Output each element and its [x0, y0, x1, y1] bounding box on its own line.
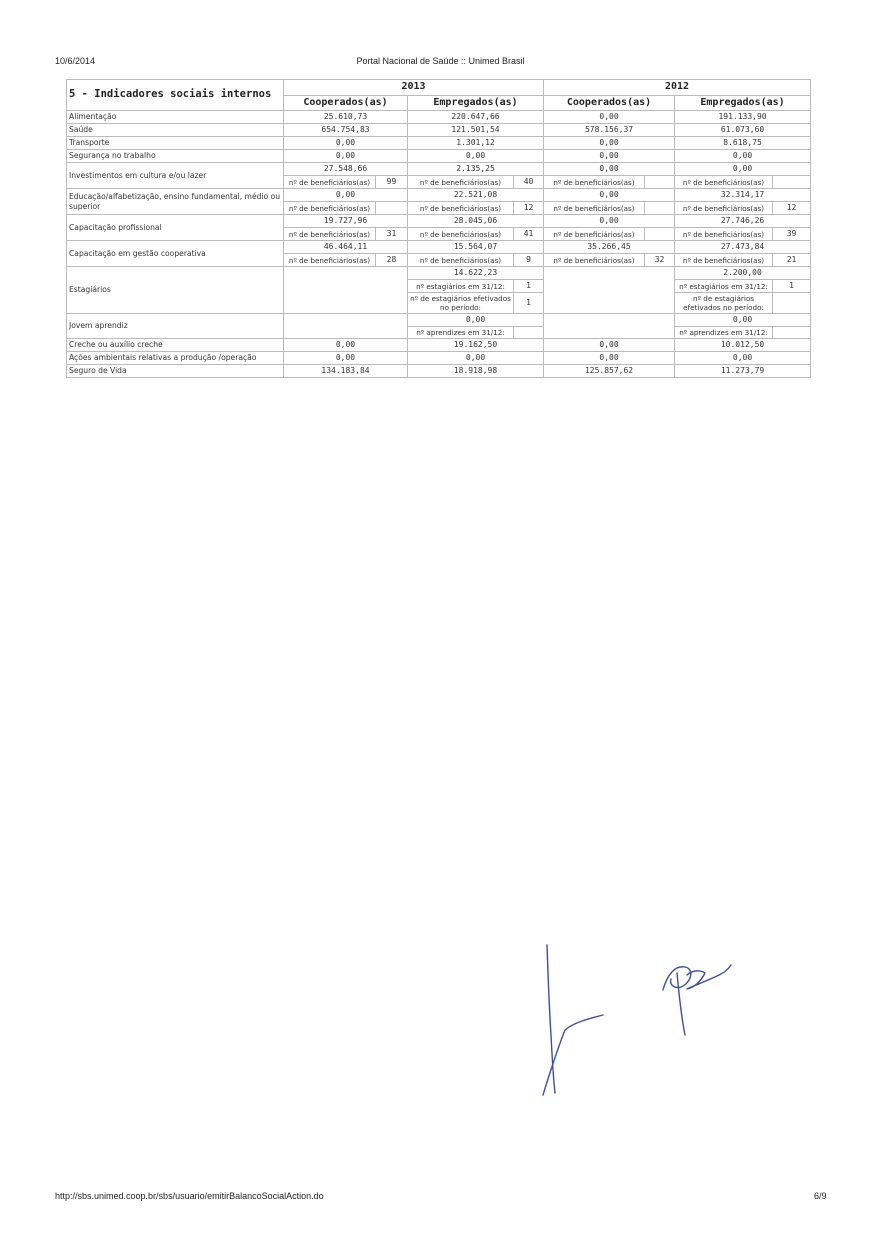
beneficiarios-label: nº de beneficiários(as)	[284, 176, 376, 189]
beneficiarios-count-emp-2012	[773, 176, 811, 189]
beneficiarios-label: nº de beneficiários(as)	[675, 228, 773, 241]
row-label: Capacitação profissional	[67, 215, 284, 241]
value-emp-2013: 1.301,12	[408, 137, 544, 150]
beneficiarios-label: nº de beneficiários(as)	[675, 176, 773, 189]
row-label: Capacitação em gestão cooperativa	[67, 241, 284, 267]
row-seguranca	[67, 150, 811, 163]
value-emp-2013: 28.045,06	[408, 215, 544, 228]
row-jovem-aprendiz	[67, 314, 811, 327]
row-label: Estagiários	[67, 267, 284, 314]
row-creche	[67, 339, 811, 352]
value-emp-2013: 15.564,07	[408, 241, 544, 254]
beneficiarios-label: nº de beneficiários(as)	[284, 228, 376, 241]
beneficiarios-label: nº de beneficiários(as)	[544, 176, 645, 189]
row-label: Seguro de Vida	[67, 365, 284, 378]
value-emp-2012: 8.618,75	[675, 137, 811, 150]
aprendizes-count-2013	[514, 327, 544, 339]
beneficiarios-count-coop-2012	[645, 228, 675, 241]
value-coop-2012: 0,00	[544, 352, 675, 365]
estagiarios-em-label: nº estagiários em 31/12:	[675, 280, 773, 293]
col-empregados-2013: Empregados(as)	[408, 95, 544, 111]
empty-cell	[544, 267, 675, 314]
beneficiarios-label: nº de beneficiários(as)	[544, 254, 645, 267]
value-coop-2012: 35.266,45	[544, 241, 675, 254]
signature-stroke-3	[663, 965, 731, 1035]
value-coop-2012: 578.156,37	[544, 124, 675, 137]
row-label: Creche ou auxílio creche	[67, 339, 284, 352]
value-coop-2013: 0,00	[284, 189, 408, 202]
value-emp-2012: 61.073,60	[675, 124, 811, 137]
row-educacao	[67, 189, 811, 202]
value-emp-2012: 0,00	[675, 352, 811, 365]
empty-cell	[284, 314, 408, 339]
row-label: Transporte	[67, 137, 284, 150]
value-coop-2013: 654.754,83	[284, 124, 408, 137]
value-coop-2013: 0,00	[284, 352, 408, 365]
value-emp-2013: 0,00	[408, 314, 544, 327]
value-coop-2013: 0,00	[284, 339, 408, 352]
value-emp-2012: 27.746,26	[675, 215, 811, 228]
year-2013-header: 2013	[284, 80, 544, 96]
estagiarios-em-label: nº estagiários em 31/12:	[408, 280, 514, 293]
beneficiarios-count-coop-2012: 32	[645, 254, 675, 267]
row-gestao-cooperativa	[67, 241, 811, 254]
beneficiarios-label: nº de beneficiários(as)	[408, 254, 514, 267]
value-emp-2012: 191.133,90	[675, 111, 811, 124]
estagiarios-efetivados-count-2013: 1	[514, 293, 544, 314]
beneficiarios-count-emp-2013: 41	[514, 228, 544, 241]
aprendizes-count-2012	[773, 327, 811, 339]
beneficiarios-count-emp-2013: 40	[514, 176, 544, 189]
value-emp-2013: 18.918,98	[408, 365, 544, 378]
beneficiarios-count-coop-2012	[645, 176, 675, 189]
value-emp-2013: 0,00	[408, 150, 544, 163]
estagiarios-em-count-2013: 1	[514, 280, 544, 293]
value-emp-2013: 220.647,66	[408, 111, 544, 124]
empty-cell	[544, 314, 675, 339]
beneficiarios-count-emp-2012: 21	[773, 254, 811, 267]
value-coop-2013: 25.610,73	[284, 111, 408, 124]
page-number: 6/9	[814, 1191, 827, 1201]
row-alimentacao	[67, 111, 811, 124]
row-label: Educação/alfabetização, ensino fundamental, médio ou superior	[67, 189, 284, 215]
year-2012-header: 2012	[544, 80, 811, 96]
handwritten-signatures	[535, 935, 755, 1105]
col-empregados-2012: Empregados(as)	[675, 95, 811, 111]
print-date: 10/6/2014	[55, 56, 96, 66]
value-emp-2012: 32.314,17	[675, 189, 811, 202]
footer-url: http://sbs.unimed.coop.br/sbs/usuario/emitirBalancoSocialAction.do	[55, 1191, 324, 1201]
value-emp-2013: 19.162,50	[408, 339, 544, 352]
beneficiarios-count-coop-2012	[645, 202, 675, 215]
beneficiarios-count-coop-2013	[376, 202, 408, 215]
value-emp-2012: 10.012,50	[675, 339, 811, 352]
value-emp-2012: 0,00	[675, 314, 811, 327]
value-coop-2012: 0,00	[544, 339, 675, 352]
beneficiarios-count-emp-2013: 12	[514, 202, 544, 215]
estagiarios-efetivados-label: nº de estagiários efetivados no período:	[408, 293, 514, 314]
row-transporte	[67, 137, 811, 150]
row-label: Segurança no trabalho	[67, 150, 284, 163]
beneficiarios-count-emp-2013: 9	[514, 254, 544, 267]
estagiarios-efetivados-label: nº de estagiários efetivados no período:	[675, 293, 773, 314]
value-emp-2012: 0,00	[675, 163, 811, 176]
beneficiarios-label: nº de beneficiários(as)	[408, 176, 514, 189]
row-label: Jovem aprendiz	[67, 314, 284, 339]
aprendizes-label: nº aprendizes em 31/12:	[675, 327, 773, 339]
beneficiarios-count-emp-2012: 39	[773, 228, 811, 241]
row-label: Alimentação	[67, 111, 284, 124]
value-coop-2012: 0,00	[544, 137, 675, 150]
row-cultura	[67, 163, 811, 176]
beneficiarios-count-coop-2013: 28	[376, 254, 408, 267]
value-coop-2012: 0,00	[544, 189, 675, 202]
value-emp-2013: 14.622,23	[408, 267, 544, 280]
beneficiarios-count-emp-2012: 12	[773, 202, 811, 215]
beneficiarios-label: nº de beneficiários(as)	[675, 202, 773, 215]
social-indicators-table	[66, 79, 811, 378]
value-coop-2013: 134.183,84	[284, 365, 408, 378]
page-header-title: Portal Nacional de Saúde :: Unimed Brasil	[356, 56, 525, 66]
value-coop-2013: 46.464,11	[284, 241, 408, 254]
row-label: Ações ambientais relativas a produção /operação	[67, 352, 284, 365]
value-coop-2013: 27.548,66	[284, 163, 408, 176]
value-coop-2013: 0,00	[284, 150, 408, 163]
value-coop-2012: 0,00	[544, 150, 675, 163]
value-coop-2012: 0,00	[544, 111, 675, 124]
value-emp-2013: 22.521,08	[408, 189, 544, 202]
beneficiarios-label: nº de beneficiários(as)	[408, 202, 514, 215]
value-emp-2013: 0,00	[408, 352, 544, 365]
beneficiarios-label: nº de beneficiários(as)	[284, 202, 376, 215]
row-estagiarios	[67, 267, 811, 280]
col-cooperados-2012: Cooperados(as)	[544, 95, 675, 111]
table-title: 5 - Indicadores sociais internos	[67, 80, 284, 111]
row-capacitacao	[67, 215, 811, 228]
row-seguro-vida	[67, 365, 811, 378]
value-emp-2013: 121.501,54	[408, 124, 544, 137]
value-emp-2012: 0,00	[675, 150, 811, 163]
beneficiarios-count-coop-2013: 31	[376, 228, 408, 241]
empty-cell	[284, 267, 408, 314]
value-emp-2013: 2.135,25	[408, 163, 544, 176]
value-emp-2012: 2.200,00	[675, 267, 811, 280]
value-coop-2012: 0,00	[544, 163, 675, 176]
row-label: Investimentos em cultura e/ou lazer	[67, 163, 284, 189]
value-coop-2013: 0,00	[284, 137, 408, 150]
beneficiarios-label: nº de beneficiários(as)	[408, 228, 514, 241]
estagiarios-efetivados-count-2012	[773, 293, 811, 314]
value-coop-2012: 0,00	[544, 215, 675, 228]
col-cooperados-2013: Cooperados(as)	[284, 95, 408, 111]
beneficiarios-label: nº de beneficiários(as)	[675, 254, 773, 267]
row-acoes-ambientais	[67, 352, 811, 365]
row-label: Saúde	[67, 124, 284, 137]
aprendizes-label: nº aprendizes em 31/12:	[408, 327, 514, 339]
value-emp-2012: 27.473,84	[675, 241, 811, 254]
beneficiarios-label: nº de beneficiários(as)	[544, 228, 645, 241]
beneficiarios-label: nº de beneficiários(as)	[544, 202, 645, 215]
estagiarios-em-count-2012: 1	[773, 280, 811, 293]
beneficiarios-count-coop-2013: 99	[376, 176, 408, 189]
row-saude	[67, 124, 811, 137]
beneficiarios-label: nº de beneficiários(as)	[284, 254, 376, 267]
value-emp-2012: 11.273,79	[675, 365, 811, 378]
value-coop-2013: 19.727,96	[284, 215, 408, 228]
value-coop-2012: 125.857,62	[544, 365, 675, 378]
